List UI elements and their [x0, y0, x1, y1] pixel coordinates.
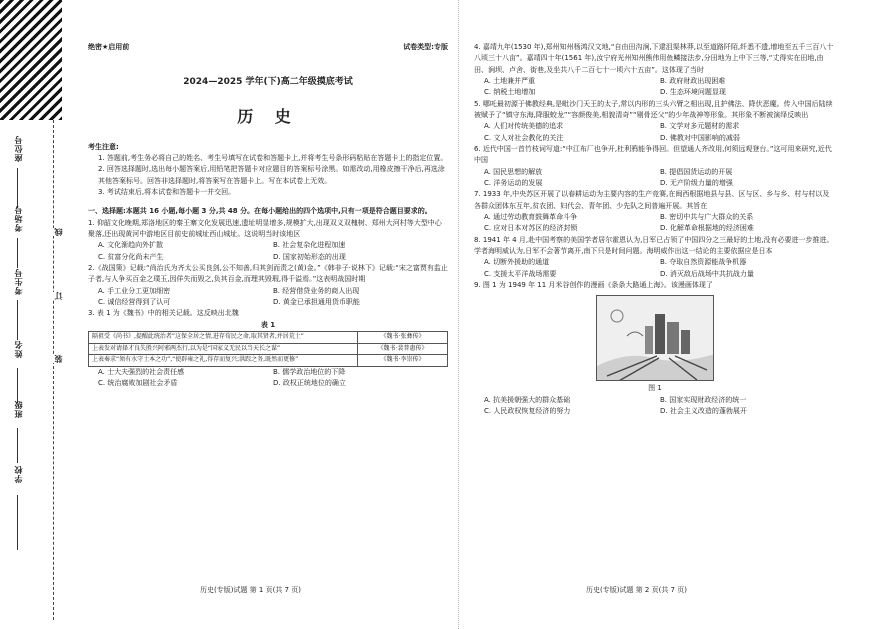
table-cell-content: 隔祖受《尚书》,提醒此统治者”这保全居之情,进存荀民之命,取其贤者,并居荒土” [89, 332, 358, 344]
notice-block [88, 142, 448, 199]
question-4 [474, 42, 836, 99]
option-a[interactable]: A. 土地兼并严重 [484, 76, 536, 85]
binding-strip [0, 0, 62, 629]
table-row [89, 332, 448, 344]
option-grid [474, 257, 836, 280]
option-grid [88, 367, 448, 390]
top-bar [88, 42, 448, 53]
question-stem: 3. 表 1 为《魏书》中的相关记载。这反映出北魏 [88, 309, 239, 318]
subject-title: 历 史 [237, 106, 299, 126]
field-candidate-number: 考生号 [13, 268, 23, 295]
option-b[interactable]: B. 夺取自然资源能战争机器 [660, 258, 747, 267]
question-2 [88, 263, 448, 308]
question-9 [474, 280, 836, 417]
field-class-line [17, 428, 18, 463]
option-c[interactable]: C. 文人对社会教化的关注 [484, 133, 564, 142]
option-c[interactable]: C. 统治腐败加剧社会矛盾 [98, 379, 178, 388]
option-b[interactable]: B. 提倡国货运动的开展 [660, 167, 733, 176]
option-d[interactable]: D. 化解革命根据地的经济困难 [660, 224, 754, 233]
seal-word-line: 线 [53, 228, 63, 236]
option-b[interactable]: B. 密切中共与广大群众的关系 [660, 212, 754, 221]
right-column [474, 42, 836, 417]
notice-title: 考生注意: [88, 142, 119, 151]
option-a[interactable]: A. 切断外援助的通道 [484, 258, 550, 267]
option-b[interactable]: B. 儒学政治地位的下降 [273, 368, 346, 377]
seal-word-pack: 装 [53, 355, 63, 363]
page-footer-right: 历史(专版)试题 第 2 页(共 7 页) [586, 586, 687, 594]
table-row [89, 343, 448, 355]
option-d[interactable]: D. 黄金已承担通用货币职能 [273, 298, 360, 307]
field-exam-room: 考场号 [13, 205, 23, 232]
option-d[interactable]: D. 生态环境问题显现 [660, 88, 726, 97]
secret-mark: 绝密★启用前 [88, 43, 130, 51]
option-d[interactable]: D. 无产阶级力量的增强 [660, 178, 733, 187]
option-a[interactable]: A. 抗美援朝强大的群众基础 [484, 395, 571, 404]
question-7 [474, 189, 836, 234]
option-a[interactable]: A. 通过劳动教育鼓舞革命斗争 [484, 212, 578, 221]
question-stem: 2.《战国策》记载:“尚治氏为齐太公买良剑,公不知善,归其剑而责之(黄)金。”《韩非子·说林下》记载:“宋之富贾有监止子者,与人争买百金之璞玉,因佯失而毁之,负其百金,而理其毁瑕,得千溢焉。”这表明战国时期 [88, 264, 448, 284]
question-stem: 6. 近代中国一首竹枝词写道:“中江布厂也争开,杜利鸦能争得回。但望通人齐改用,何须远观登台。”这可用来研究,近代中国 [474, 144, 832, 165]
cartoon-illustration [597, 296, 714, 381]
field-name-line [17, 368, 18, 403]
option-grid [474, 212, 836, 235]
field-room-line [17, 238, 18, 268]
table-row [89, 355, 448, 367]
option-d[interactable]: D. 社会主义改造的蓬勃展开 [660, 406, 747, 415]
paper-type: 试卷类型:专版 [403, 43, 448, 51]
option-b[interactable]: B. 文学对多元题材的需求 [660, 122, 740, 131]
notice-item: 1. 答题前,考生务必将自己的姓名、考生号填写在试卷和答题卡上,并将考生号条形码粘贴在答题卡上的指定位置。 [98, 154, 448, 163]
option-c[interactable]: C. 应对日本对苏区的经济封锁 [484, 224, 578, 233]
option-a[interactable]: A. 文化渐趋向外扩散 [98, 241, 164, 250]
option-c[interactable]: C. 贫富分化尚未产生 [98, 252, 164, 261]
table-cell-content: 上表奏求“须有水守土本之功”,“使辟雍之礼,得存而复兴;洪踪之务,既然而更修” [89, 355, 358, 367]
notice-item: 3. 考试结束后,将本试卷和答题卡一并交回。 [98, 188, 236, 197]
option-a[interactable]: A. 手工业分工更加细密 [98, 286, 171, 295]
question-5 [474, 99, 836, 144]
exam-title: 2024—2025 学年(下)高二年级摸底考试 [183, 77, 353, 88]
field-candidate-line [17, 300, 18, 340]
field-seat-line [17, 168, 18, 208]
seal-dashed-line [53, 120, 54, 620]
option-c[interactable]: C. 支援太平洋战场需要 [484, 269, 557, 278]
field-school-line [17, 495, 18, 550]
option-d[interactable]: D. 政权正统地位的确立 [273, 379, 346, 388]
option-c[interactable]: C. 洋务运动的发展 [484, 178, 543, 187]
option-grid [88, 240, 448, 263]
field-class: 班级 [13, 400, 23, 418]
option-grid [474, 395, 836, 418]
option-grid [474, 76, 836, 99]
option-d[interactable]: D. 佛教对中国影响的减弱 [660, 133, 740, 142]
source-table [88, 331, 448, 367]
option-d[interactable]: D. 国家初始形态的出现 [273, 252, 346, 261]
option-grid [474, 167, 836, 190]
page-footer-left: 历史(专版)试题 第 1 页(共 7 页) [200, 586, 301, 594]
figure-caption: 图 1 [648, 384, 662, 393]
question-3 [88, 308, 448, 389]
page-fold [458, 0, 459, 629]
question-1 [88, 218, 448, 263]
cartoon-figure [596, 295, 714, 381]
field-school: 学校 [13, 465, 23, 483]
option-b[interactable]: B. 政府财政出现困难 [660, 76, 726, 85]
option-c[interactable]: C. 诚信经营得到了认可 [98, 298, 171, 307]
table-caption: 表 1 [260, 320, 276, 329]
seal-word-bind: 订 [53, 292, 63, 300]
question-stem: 8. 1941 年 4 月,赴中国考察的美国学者居尔霍恩认为,日军已占领了中国四分之三最好的土地,没有必要进一步推进。学者海明威认为,日军不会著节离开,南下只是时间问题。海明威作出这一结论的主要依据应是日本 [474, 235, 834, 255]
question-6 [474, 144, 836, 189]
option-c[interactable]: C. 纳税土地增加 [484, 88, 536, 97]
question-stem: 1. 仰韶文化晚期,郑洛地区的秦王寨文化发展迅速,遗址明显增多,规模扩大,出现双义双槐树、郑州大河村等大型中心聚落,还出现黄河中游地区目前史前城址西山城址。这说明当时该地区 [88, 218, 442, 239]
option-a[interactable]: A. 人们对传统美德的追求 [484, 122, 564, 131]
option-grid [88, 286, 448, 309]
question-stem: 4. 嘉靖九年(1530 年),郑州知州杨鸿汉文地,“自由田沟涧,下逮沮渠林莽,以至道路阡陌,纤悉不遗,增地至五千三百八十八顷三十八亩”。嘉靖四十年(1561 年),汝宁府光州知州熊伟用鱼鳞接法步,分田地为上中下三等,“丈得实在田地,由田、涧坝、卢舍、街巷,及坐共八千二百七十一顷六十五亩”。这体现了当时 [474, 43, 834, 74]
option-b[interactable]: B. 国家实现财政经济的统一 [660, 395, 747, 404]
option-b[interactable]: B. 经营借贷业务的商人出现 [273, 286, 360, 295]
table-cell-source: 《魏书·裴普惠传》 [358, 343, 448, 355]
question-stem: 7. 1933 年,中央苏区开展了以春耕运动为主要内容的生产竞赛,在闽西根据地县与县、区与区、乡与乡、村与村以及各群众团体东互年,贫农团、妇代会、青年团、少先队之间普遍开展。其旨在 [474, 190, 830, 210]
option-b[interactable]: B. 社会复杂化进程加速 [273, 241, 346, 250]
section-heading: 一、选择题:本题共 16 小题,每小题 3 分,共 48 分。在每小题给出的四个选项中,只有一项是符合题目要求的。 [88, 207, 432, 216]
option-grid [474, 121, 836, 144]
option-a[interactable]: A. 士大夫强烈的社会责任感 [98, 368, 185, 377]
option-d[interactable]: D. 消灭敌后战场中共抗战力量 [660, 269, 754, 278]
field-seat-number: 座位号 [13, 135, 23, 162]
notice-item: 2. 回答选择题时,选出每小题答案后,用铅笔把答题卡对应题目的答案标号涂黑。如需改动,用橡皮擦干净后,再选涂其他答案标号。回答非选择题时,将答案写在答题卡上。写在本试卷上无效。 [98, 165, 445, 185]
table-cell-content: 上表发对请择才良失胜兴阿邪两杰行,以为是“国家义无民以当天长之谋” [89, 343, 358, 355]
question-8 [474, 235, 836, 280]
table-cell-source: 《魏书·张彝传》 [358, 332, 448, 344]
left-column [88, 42, 448, 390]
field-name: 姓名 [13, 340, 23, 358]
table-cell-source: 《魏书·李崇传》 [358, 355, 448, 367]
question-stem: 5. 哪吒最初源于佛教经典,是毗沙门天王的太子,常以内形的三头六臂之相出现,且护佛法、降伏恶魔。传入中国后陆续被赋予了“镇守东海,降服蛟龙”“容颜俊美,相貌清奇”“剔骨还父”的少年战神等形象。其形象不断被演绎反映出 [474, 99, 833, 119]
option-a[interactable]: A. 国民思想的解放 [484, 167, 543, 176]
question-stem: 9. 图 1 为 1949 年 11 月米谷创作的漫画《条条大路通上海》。该漫画体现了 [474, 280, 713, 289]
option-c[interactable]: C. 人民政权恢复经济的努力 [484, 406, 571, 415]
binding-hatch [0, 0, 62, 120]
